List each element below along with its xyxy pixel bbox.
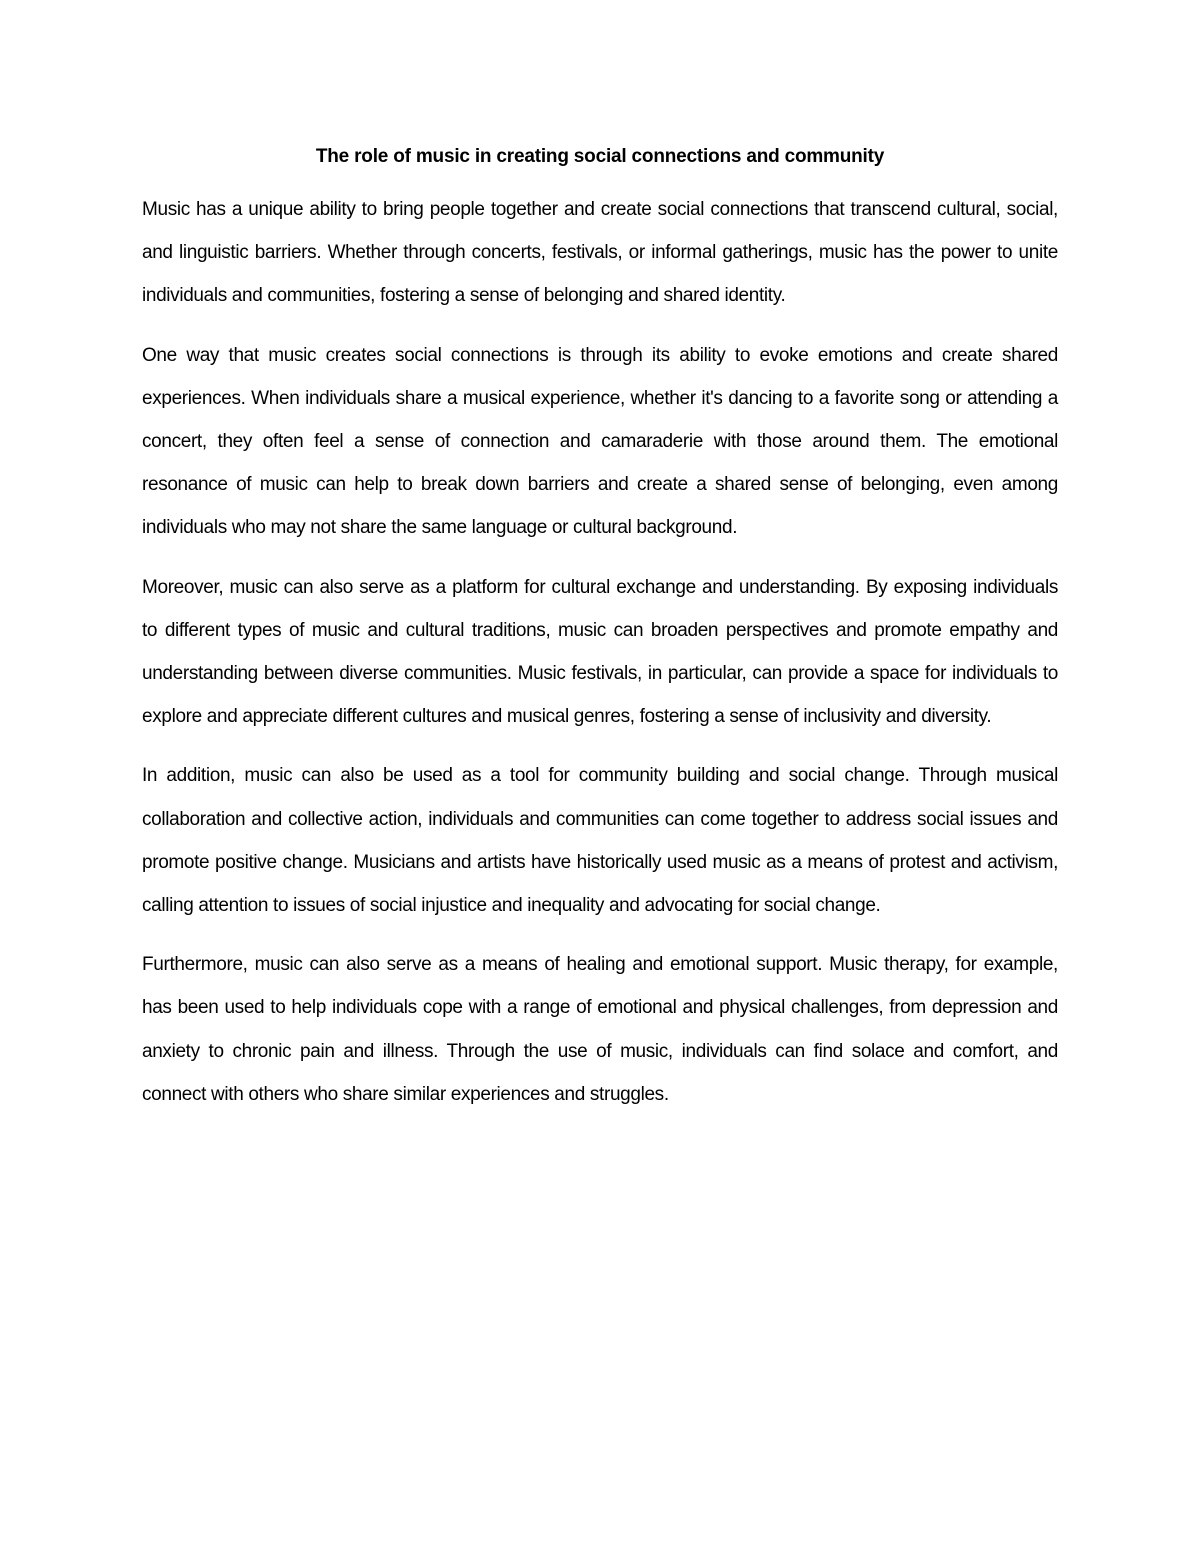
document-title: The role of music in creating social connections and community xyxy=(315,146,885,167)
paragraph-5: Furthermore, music can also serve as a means of healing and emotional support. Music therapy, for example, has been used to help individuals cope with a range of emotional and physical challenges, from depression and anxiety to chronic pain and illness. Through the use of music, individuals can find solace and comfort, and connect with others who share similar experiences and struggles. xyxy=(142,954,1058,1105)
paragraph-3: Moreover, music can also serve as a platform for cultural exchange and understanding. By exposing individuals to different types of music and cultural traditions, music can broaden perspectives and promote empathy and understanding between diverse communities. Music festivals, in particular, can provide a space for individuals to explore and appreciate different cultures and musical genres, fostering a sense of inclusivity and diversity. xyxy=(142,576,1058,728)
paragraph-4: In addition, music can also be used as a tool for community building and social change. Through musical collaboration and collective action, individuals and communities can come together to address social issues and promote positive change. Musicians and artists have historically used music as a means of protest and activism, calling attention to issues of social injustice and inequality and advocating for social change. xyxy=(142,765,1058,917)
document-body xyxy=(142,140,1058,1132)
paragraph-2: One way that music creates social connections is through its ability to evoke emotions and create shared experiences. When individuals share a musical experience, whether it's dancing to a favorite song or attending a concert, they often feel a sense of connection and camaraderie with those around them. The emotional resonance of music can help to break down barriers and create a shared sense of belonging, even among individuals who may not share the same language or cultural background. xyxy=(142,344,1058,539)
paragraph-1: Music has a unique ability to bring people together and create social connections that transcend cultural, social, and linguistic barriers. Whether through concerts, festivals, or informal gatherings, music has the power to unite individuals and communities, fostering a sense of belonging and shared identity. xyxy=(142,199,1058,307)
